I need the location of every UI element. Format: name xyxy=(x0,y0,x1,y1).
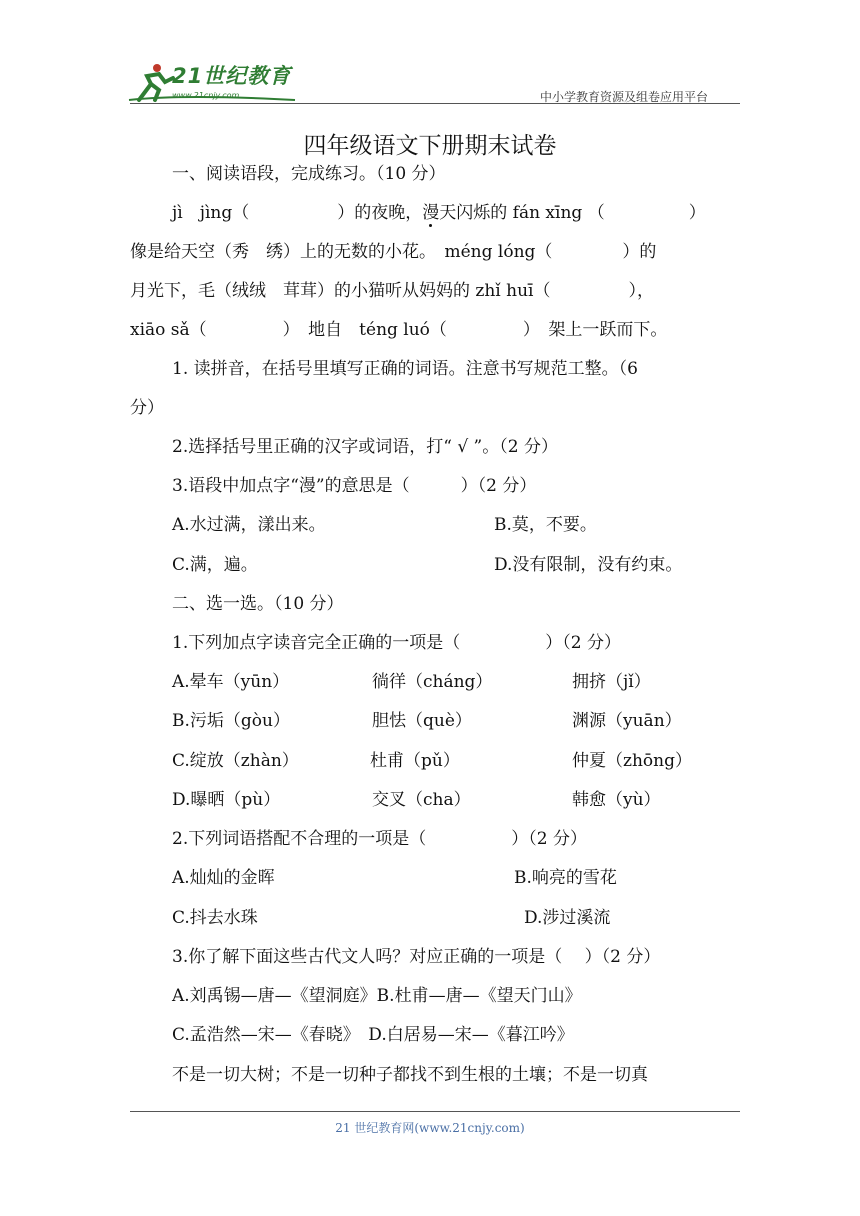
logo-url: www.21cnjy.com xyxy=(172,91,240,100)
passage-line-4 xyxy=(130,318,667,342)
s2-q1-option: 交叉（cha） xyxy=(372,790,471,810)
s2-q1-option: 仲夏（zhōng） xyxy=(572,751,692,771)
pinyin-jijing: jì jìng xyxy=(172,203,233,223)
passage-fragment: ）的夜晚， xyxy=(337,203,423,223)
s2-q2-option-d: D.涉过溪流 xyxy=(524,908,611,928)
s2-q2-option-b: B.响亮的雪花 xyxy=(514,868,617,888)
s2-q1-option: 拥挤（jǐ） xyxy=(572,672,651,692)
option-a: A.水过满，漾出来。 xyxy=(172,515,326,535)
question-1: 1. 读拼音，在括号里填写正确的词语。注意书写规范工整。（6 xyxy=(172,359,638,379)
passage-fragment: xiāo sǎ（ xyxy=(130,320,207,340)
section1-heading: 一、阅读语段，完成练习。（10 分） xyxy=(172,164,446,184)
passage-fragment: ）的 xyxy=(622,242,657,262)
s2-q1-option: 渊源（yuān） xyxy=(572,711,682,731)
s2-q2-option-c: C.抖去水珠 xyxy=(172,908,258,928)
passage-fragment: ） 地自 téng luó（ xyxy=(282,320,447,340)
s2-question-1: 1.下列加点字读音完全正确的一项是（ ）（2 分） xyxy=(172,633,621,653)
s2-q3-options-cd: C.孟浩然—宋—《春晓》 D.白居易—宋—《暮江吟》 xyxy=(172,1025,574,1045)
question-1-cont: 分） xyxy=(130,398,164,418)
passage-fragment: 像是给天空（秀 绣）上的无数的小花。 méng lóng（ xyxy=(130,242,553,262)
s2-q3-options-ab: A.刘禹锡—唐—《望洞庭》B.杜甫—唐—《望天门山》 xyxy=(172,986,582,1006)
s2-q1-option: D.曝晒（pù） xyxy=(172,790,281,810)
s2-question-2: 2.下列词语搭配不合理的一项是（ ）（2 分） xyxy=(172,829,587,849)
section2-heading: 二、选一选。（10 分） xyxy=(172,594,344,614)
s2-q1-option: 韩愈（yù） xyxy=(572,790,661,810)
passage-line-1: jì jìng（ ）的夜晚，漫天闪烁的 fán xīng （ ） xyxy=(172,203,706,223)
footer-text: 21 世纪教育网(www.21cnjy.com) xyxy=(335,1121,525,1135)
s2-q1-option: B.污垢（gòu） xyxy=(172,711,290,731)
s2-q1-option: 杜甫（pǔ） xyxy=(370,751,460,771)
passage-tail: 不是一切大树；不是一切种子都找不到生根的土壤；不是一切真 xyxy=(172,1065,648,1085)
passage-line-3 xyxy=(130,279,654,303)
dotted-char-man: 漫 xyxy=(422,203,440,223)
logo-text: 21世纪教育 xyxy=(172,64,292,88)
passage-fragment: 天闪烁的 fán xīng （ xyxy=(439,203,605,223)
question-3: 3.语段中加点字“漫”的意思是（ ）（2 分） xyxy=(172,476,537,496)
s2-q2-option-a: A.灿灿的金晖 xyxy=(172,868,275,888)
platform-label: 中小学教育资源及组卷应用平台 xyxy=(540,90,709,104)
passage-line-2 xyxy=(130,240,656,264)
s2-q1-option: A.晕车（yūn） xyxy=(172,672,290,692)
passage-fragment: ） 架上一跃而下。 xyxy=(522,320,668,340)
header-divider xyxy=(130,103,740,104)
footer-divider xyxy=(130,1111,740,1112)
passage-fragment: ）， xyxy=(628,281,654,301)
question-2: 2.选择括号里正确的汉字或词语，打“ √ ”。（2 分） xyxy=(172,437,558,457)
s2-question-3: 3.你了解下面这些古代文人吗？对应正确的一项是（ ）（2 分） xyxy=(172,947,661,967)
passage-fragment: 月光下，毛（绒绒 茸茸）的小猫听从妈妈的 zhǐ huī（ xyxy=(130,281,551,301)
option-c: C.满，遍。 xyxy=(172,555,258,575)
option-d: D.没有限制，没有约束。 xyxy=(494,555,683,575)
option-b: B.莫，不要。 xyxy=(494,515,597,535)
s2-q1-option: 胆怯（què） xyxy=(372,711,472,731)
page-title: 四年级语文下册期末试卷 xyxy=(303,133,557,159)
s2-q1-option: 徜徉（cháng） xyxy=(372,672,493,692)
s2-q1-option: C.绽放（zhàn） xyxy=(172,751,299,771)
